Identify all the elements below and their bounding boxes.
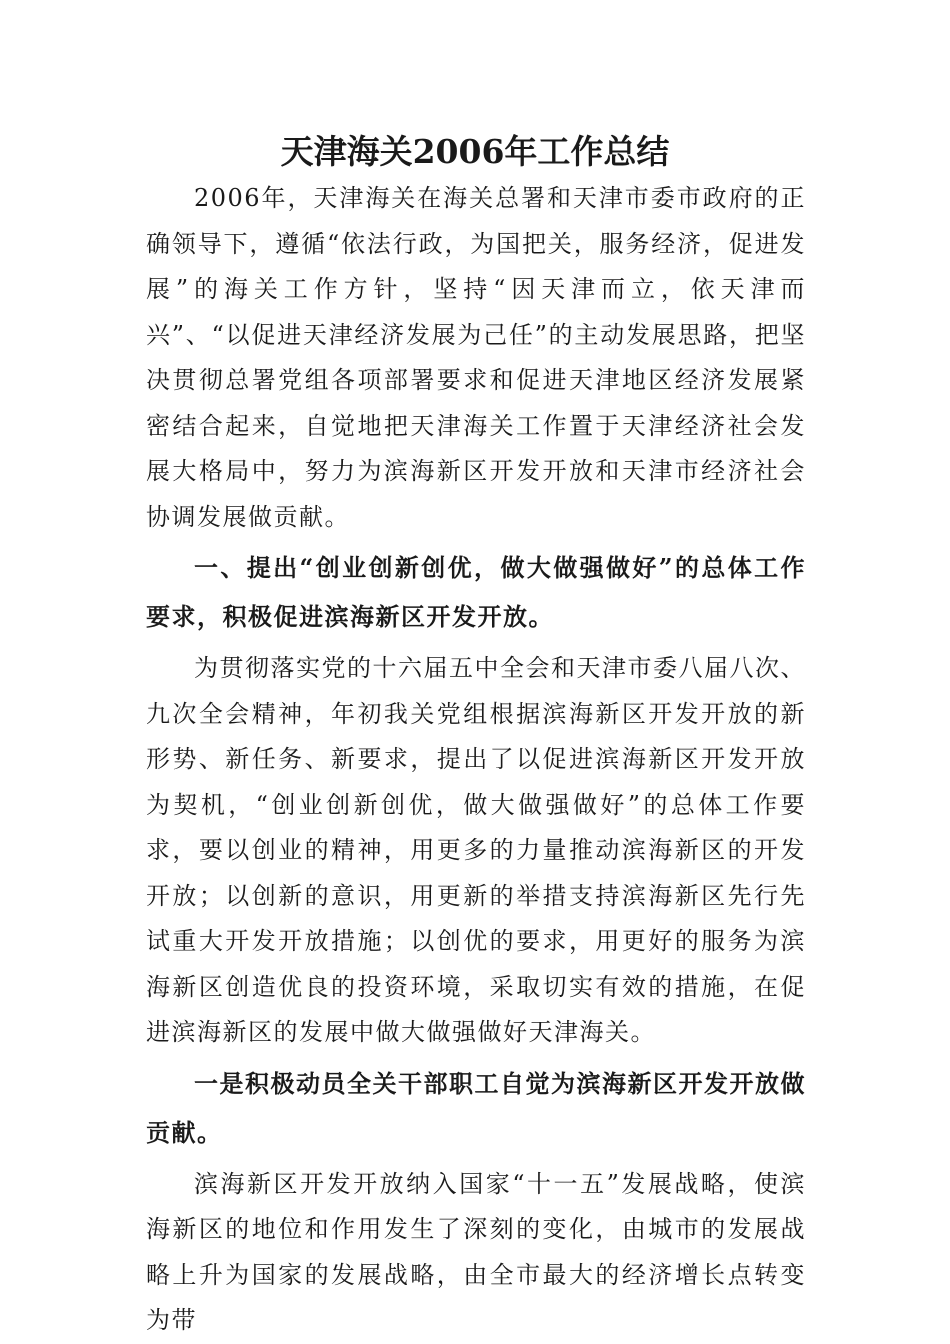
section-1-paragraph: 为贯彻落实党的十六届五中全会和天津市委八届八次、九次全会精神，年初我关党组根据滨海新区开发开放的新形势、新任务、新要求，提出了以促进滨海新区开发开放为契机，“创业创新创优，做大做强做好”的总体工作要求，要以创业的精神，用更多的力量推动滨海新区的开发开放；以创新的意识，用更新的举措支持滨海新区先行先试重大开发开放措施；以创优的要求，用更好的服务为滨海新区创造优良的投资环境，采取切实有效的措施，在促进滨海新区的发展中做大做强做好天津海关。 bbox=[146, 654, 806, 1046]
section-heading-1: 一、提出“创业创新创优，做大做强做好”的总体工作要求，积极促进滨海新区开发开放。 bbox=[146, 553, 806, 631]
document-body bbox=[146, 176, 806, 1344]
subsection-heading-1: 一是积极动员全关干部职工自觉为滨海新区开发开放做贡献。 bbox=[146, 1068, 806, 1147]
document-title: 天津海关2006年工作总结 bbox=[280, 132, 670, 171]
subsection-1-paragraph: 滨海新区开发开放纳入国家“十一五”发展战略，使滨海新区的地位和作用发生了深刻的变化，由城市的发展战略上升为国家的发展战略，由全市最大的经济增长点转变为带 bbox=[146, 1169, 806, 1334]
intro-paragraph: 2006年，天津海关在海关总署和天津市委市政府的正确领导下，遵循“依法行政，为国把关，服务经济，促进发展”的海关工作方针，坚持“因天津而立，依天津而兴”、“以促进天津经济发展为己任”的主动发展思路，把坚决贯彻总署党组各项部署要求和促进天津地区经济发展紧密结合起来，自觉地把天津海关工作置于天津经济社会发展大格局中，努力为滨海新区开发开放和天津市经济社会协调发展做贡献。 bbox=[146, 184, 806, 531]
